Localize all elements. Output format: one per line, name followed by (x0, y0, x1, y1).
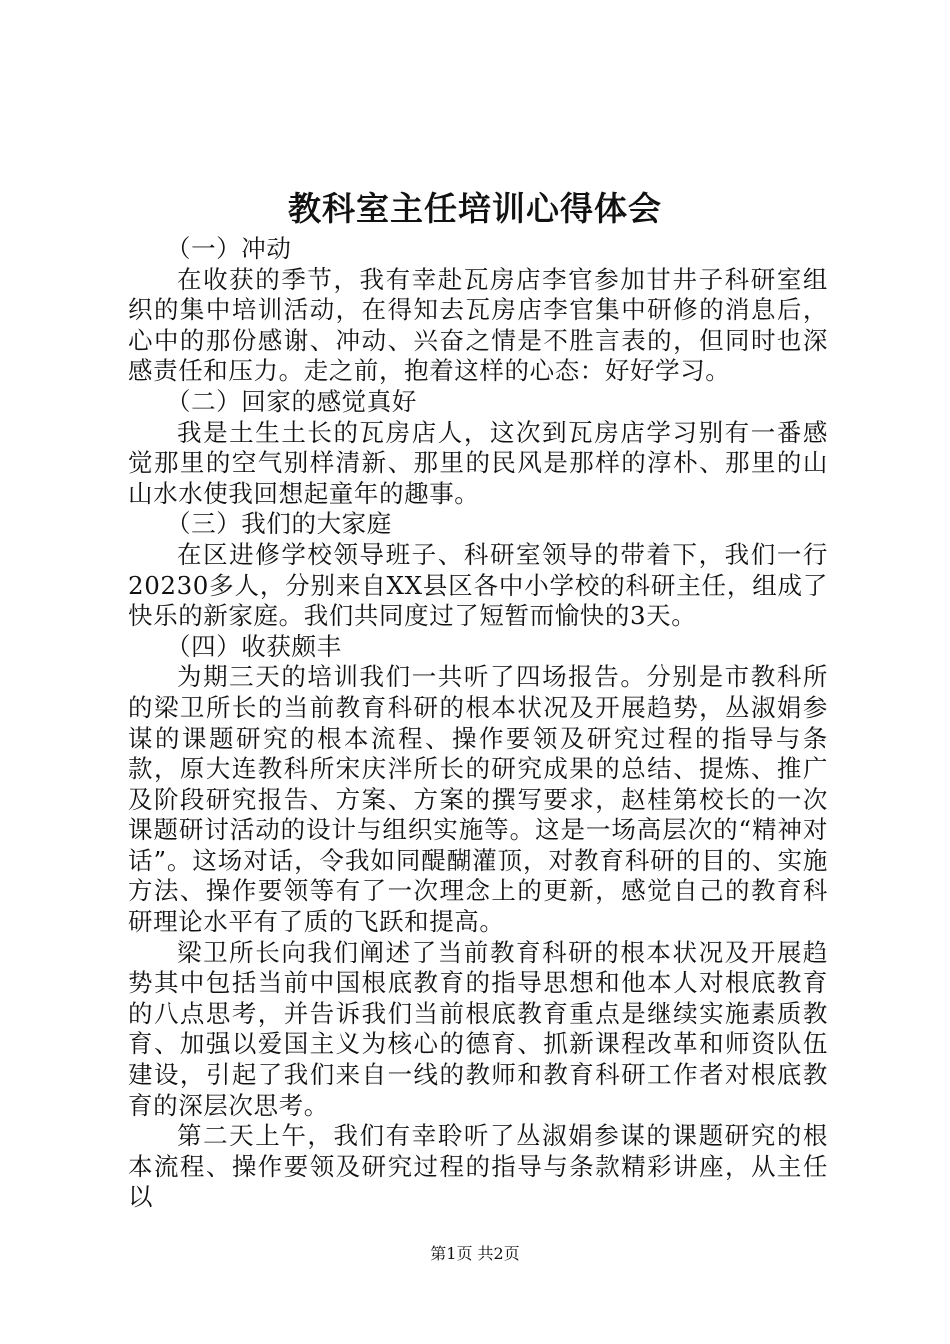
section-heading-2: （二）回家的感觉真好 (165, 386, 417, 416)
body-paragraph-5: 梁卫所长向我们阐述了当前教育科研的根本状况及开展趋势其中包括当前中国根底教育的指导思想和他本人对根底教育的八点思考，并告诉我们当前根底教育重点是继续实施素质教育、加强以爱国主义为核心的德育、抓新课程改革和师资队伍建设，引起了我们来自一线的教师和教育科研工作者对根底教育的深层次思考。 (128, 937, 828, 1120)
body-paragraph-2: 我是土生土长的瓦房店人，这次到瓦房店学习别有一番感觉那里的空气别样清新、那里的民风是那样的淳朴、那里的山山水水使我回想起童年的趣事。 (128, 417, 828, 508)
body-paragraph-3: 在区进修学校领导班子、科研室领导的带着下，我们一行20230多人，分别来自XX县区各中小学校的科研主任，组成了快乐的新家庭。我们共同度过了短暂而愉快的3天。 (128, 539, 828, 631)
body-paragraph-4: 为期三天的培训我们一共听了四场报告。分别是市教科所的梁卫所长的当前教育科研的根本状况及开展趋势，丛淑娟参谋的课题研究的根本流程、操作要领及研究过程的指导与条款，原大连教科所宋庆泮所长的研究成果的总结、提炼、推广及阶段研究报告、方案、方案的撰写要求，赵桂第校长的一次课题研讨活动的设计与组织实施等。这是一场高层次的“精神对话”。这场对话，令我如同醍醐灌顶，对教育科研的目的、实施方法、操作要领等有了一次理念上的更新，感觉自己的教育科研理论水平有了质的飞跃和提高。 (128, 662, 828, 937)
section-heading-4: （四）收获颇丰 (165, 631, 342, 661)
body-paragraph-1: 在收获的季节，我有幸赴瓦房店李官参加甘井子科研室组织的集中培训活动，在得知去瓦房店李官集中研修的消息后，心中的那份感谢、冲动、兴奋之情是不胜言表的，但同时也深感责任和压力。走之前，抱着这样的心态：好好学习。 (128, 264, 828, 386)
page-number-footer: 第1页 共2页 (430, 1244, 520, 1263)
document-title: 教科室主任培训心得体会 (288, 189, 662, 228)
section-heading-3: （三）我们的大家庭 (165, 509, 392, 539)
document-body (128, 234, 828, 1213)
body-paragraph-6: 第二天上午，我们有幸聆听了丛淑娟参谋的课题研究的根本流程、操作要领及研究过程的指导与条款精彩讲座，从主任以 (128, 1121, 828, 1212)
section-heading-1: （一）冲动 (165, 234, 292, 263)
